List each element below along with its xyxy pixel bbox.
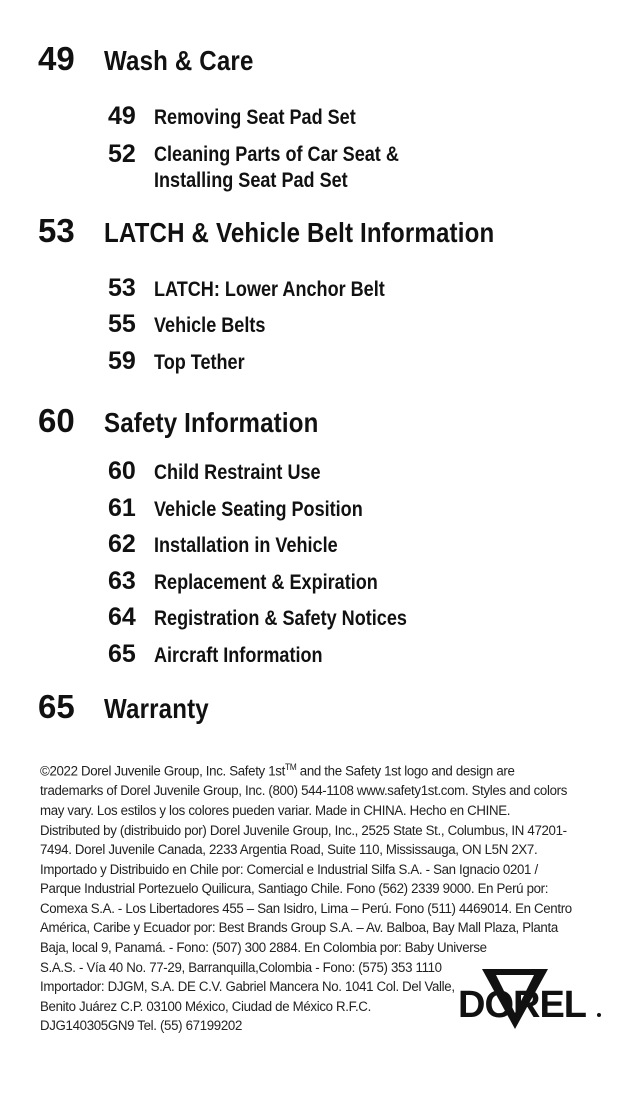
toc-entry[interactable] xyxy=(108,603,448,632)
toc-page-number: 61 xyxy=(108,494,136,522)
toc-entry-title: Registration & Safety Notices xyxy=(154,607,407,630)
toc-page-number: 55 xyxy=(108,310,136,338)
toc-entry[interactable] xyxy=(108,310,284,339)
toc-section[interactable] xyxy=(38,402,353,440)
toc-entry[interactable] xyxy=(108,494,397,523)
toc-entry-title: Vehicle Belts xyxy=(154,314,266,337)
toc-page-number: 49 xyxy=(38,40,75,77)
toc-entry[interactable] xyxy=(108,640,350,669)
toc-entry-title: LATCH: Lower Anchor Belt xyxy=(154,278,385,301)
toc-page-number: 62 xyxy=(108,530,136,558)
toc-entry-title: Aircraft Information xyxy=(154,644,323,667)
toc-section[interactable] xyxy=(38,40,278,78)
toc-entry[interactable] xyxy=(108,274,422,303)
toc-entry-title: Top Tether xyxy=(154,351,245,374)
dorel-logo xyxy=(452,969,604,1041)
toc-page-number: 52 xyxy=(108,140,136,168)
toc-section[interactable] xyxy=(38,688,226,726)
toc-section-title: Wash & Care xyxy=(104,45,254,76)
toc-entry-title: Installation in Vehicle xyxy=(154,534,338,557)
toc-entry-title: Replacement & Expiration xyxy=(154,571,378,594)
toc-entry-title: Vehicle Seating Position xyxy=(154,498,363,521)
toc-section-title: Warranty xyxy=(104,693,209,724)
toc-entry[interactable] xyxy=(108,139,439,194)
logo-text: DOREL xyxy=(458,984,586,1026)
toc-entry-title: Cleaning Parts of Car Seat & Installing Seat Pad Set xyxy=(154,143,399,192)
toc-page-number: 60 xyxy=(38,402,75,439)
toc-page-number: 53 xyxy=(108,274,136,302)
toc-page-number: 53 xyxy=(38,212,75,249)
legal-text: ©2022 Dorel Juvenile Group, Inc. Safety 1st™ and the Safety 1st logo and design are trademarks of Dorel Juvenile Group, Inc. (800) 544-1108 www.safety1st.com. Styles and colors may vary. Los estilos y los colores pueden variar. Made in CHINA. Hecho en CHINE. Distributed by (distribuido por) Dorel Juvenile Group, Inc., 2525 State St., Columbus, IN 47201-7494. Dorel Juvenile Canada, 2233 Argentia Road, Suite 110, Mississauga, ON L5N 2X7. Importado y Distribuido en Chile por: Comercial e Industrial Silfa S.A. - San Ignacio 0201 / Parque Industrial Portezuelo Quilicura, Santiago Chile. Fono (562) 2339 9000. En Perú por: Comexa S.A. - Los Libertadores 455 – San Isidro, Lima – Perú. Fono (511) 4469014. En Centro América, Caribe y Ecuador por: Best Brands Group S.A. – Av. Balboa, Bay Mall Plaza, Planta Baja, local 9, Panamá. - Fono: (507) 300 2884. En Colombia por: Baby Universe S.A.S. - Vía 40 No. 77-29, Barranquilla,Colombia - Fono: (575) 353 1110 Importador: DJGM, S.A. DE C.V. Gabriel Mancera No. 1041 Col. Del Valle, Benito Juárez C.P. 03100 México, Ciudad de México R.F.C. DJG140305GN9 Tel. (55) 67199202 xyxy=(40,762,572,1035)
toc-section-title: LATCH & Vehicle Belt Information xyxy=(104,217,495,248)
toc-entry[interactable] xyxy=(108,530,368,559)
trademark-superscript: TM xyxy=(284,762,297,772)
toc-entry[interactable] xyxy=(108,102,389,131)
toc-page-number: 60 xyxy=(108,457,136,485)
toc-page-number: 63 xyxy=(108,567,136,595)
toc-entry[interactable] xyxy=(108,567,414,596)
toc-entry[interactable] xyxy=(108,347,259,376)
toc-section-title: Safety Information xyxy=(104,407,319,438)
toc-page-number: 59 xyxy=(108,347,136,375)
toc-section[interactable] xyxy=(38,212,558,250)
toc-entry-title: Removing Seat Pad Set xyxy=(154,106,356,129)
toc-entry-title: Child Restraint Use xyxy=(154,461,321,484)
toc-page-number: 49 xyxy=(108,102,136,130)
toc-entry[interactable] xyxy=(108,457,348,486)
toc-page-number: 65 xyxy=(108,640,136,668)
toc-page-number: 65 xyxy=(38,688,75,725)
toc-page-number: 64 xyxy=(108,603,136,631)
